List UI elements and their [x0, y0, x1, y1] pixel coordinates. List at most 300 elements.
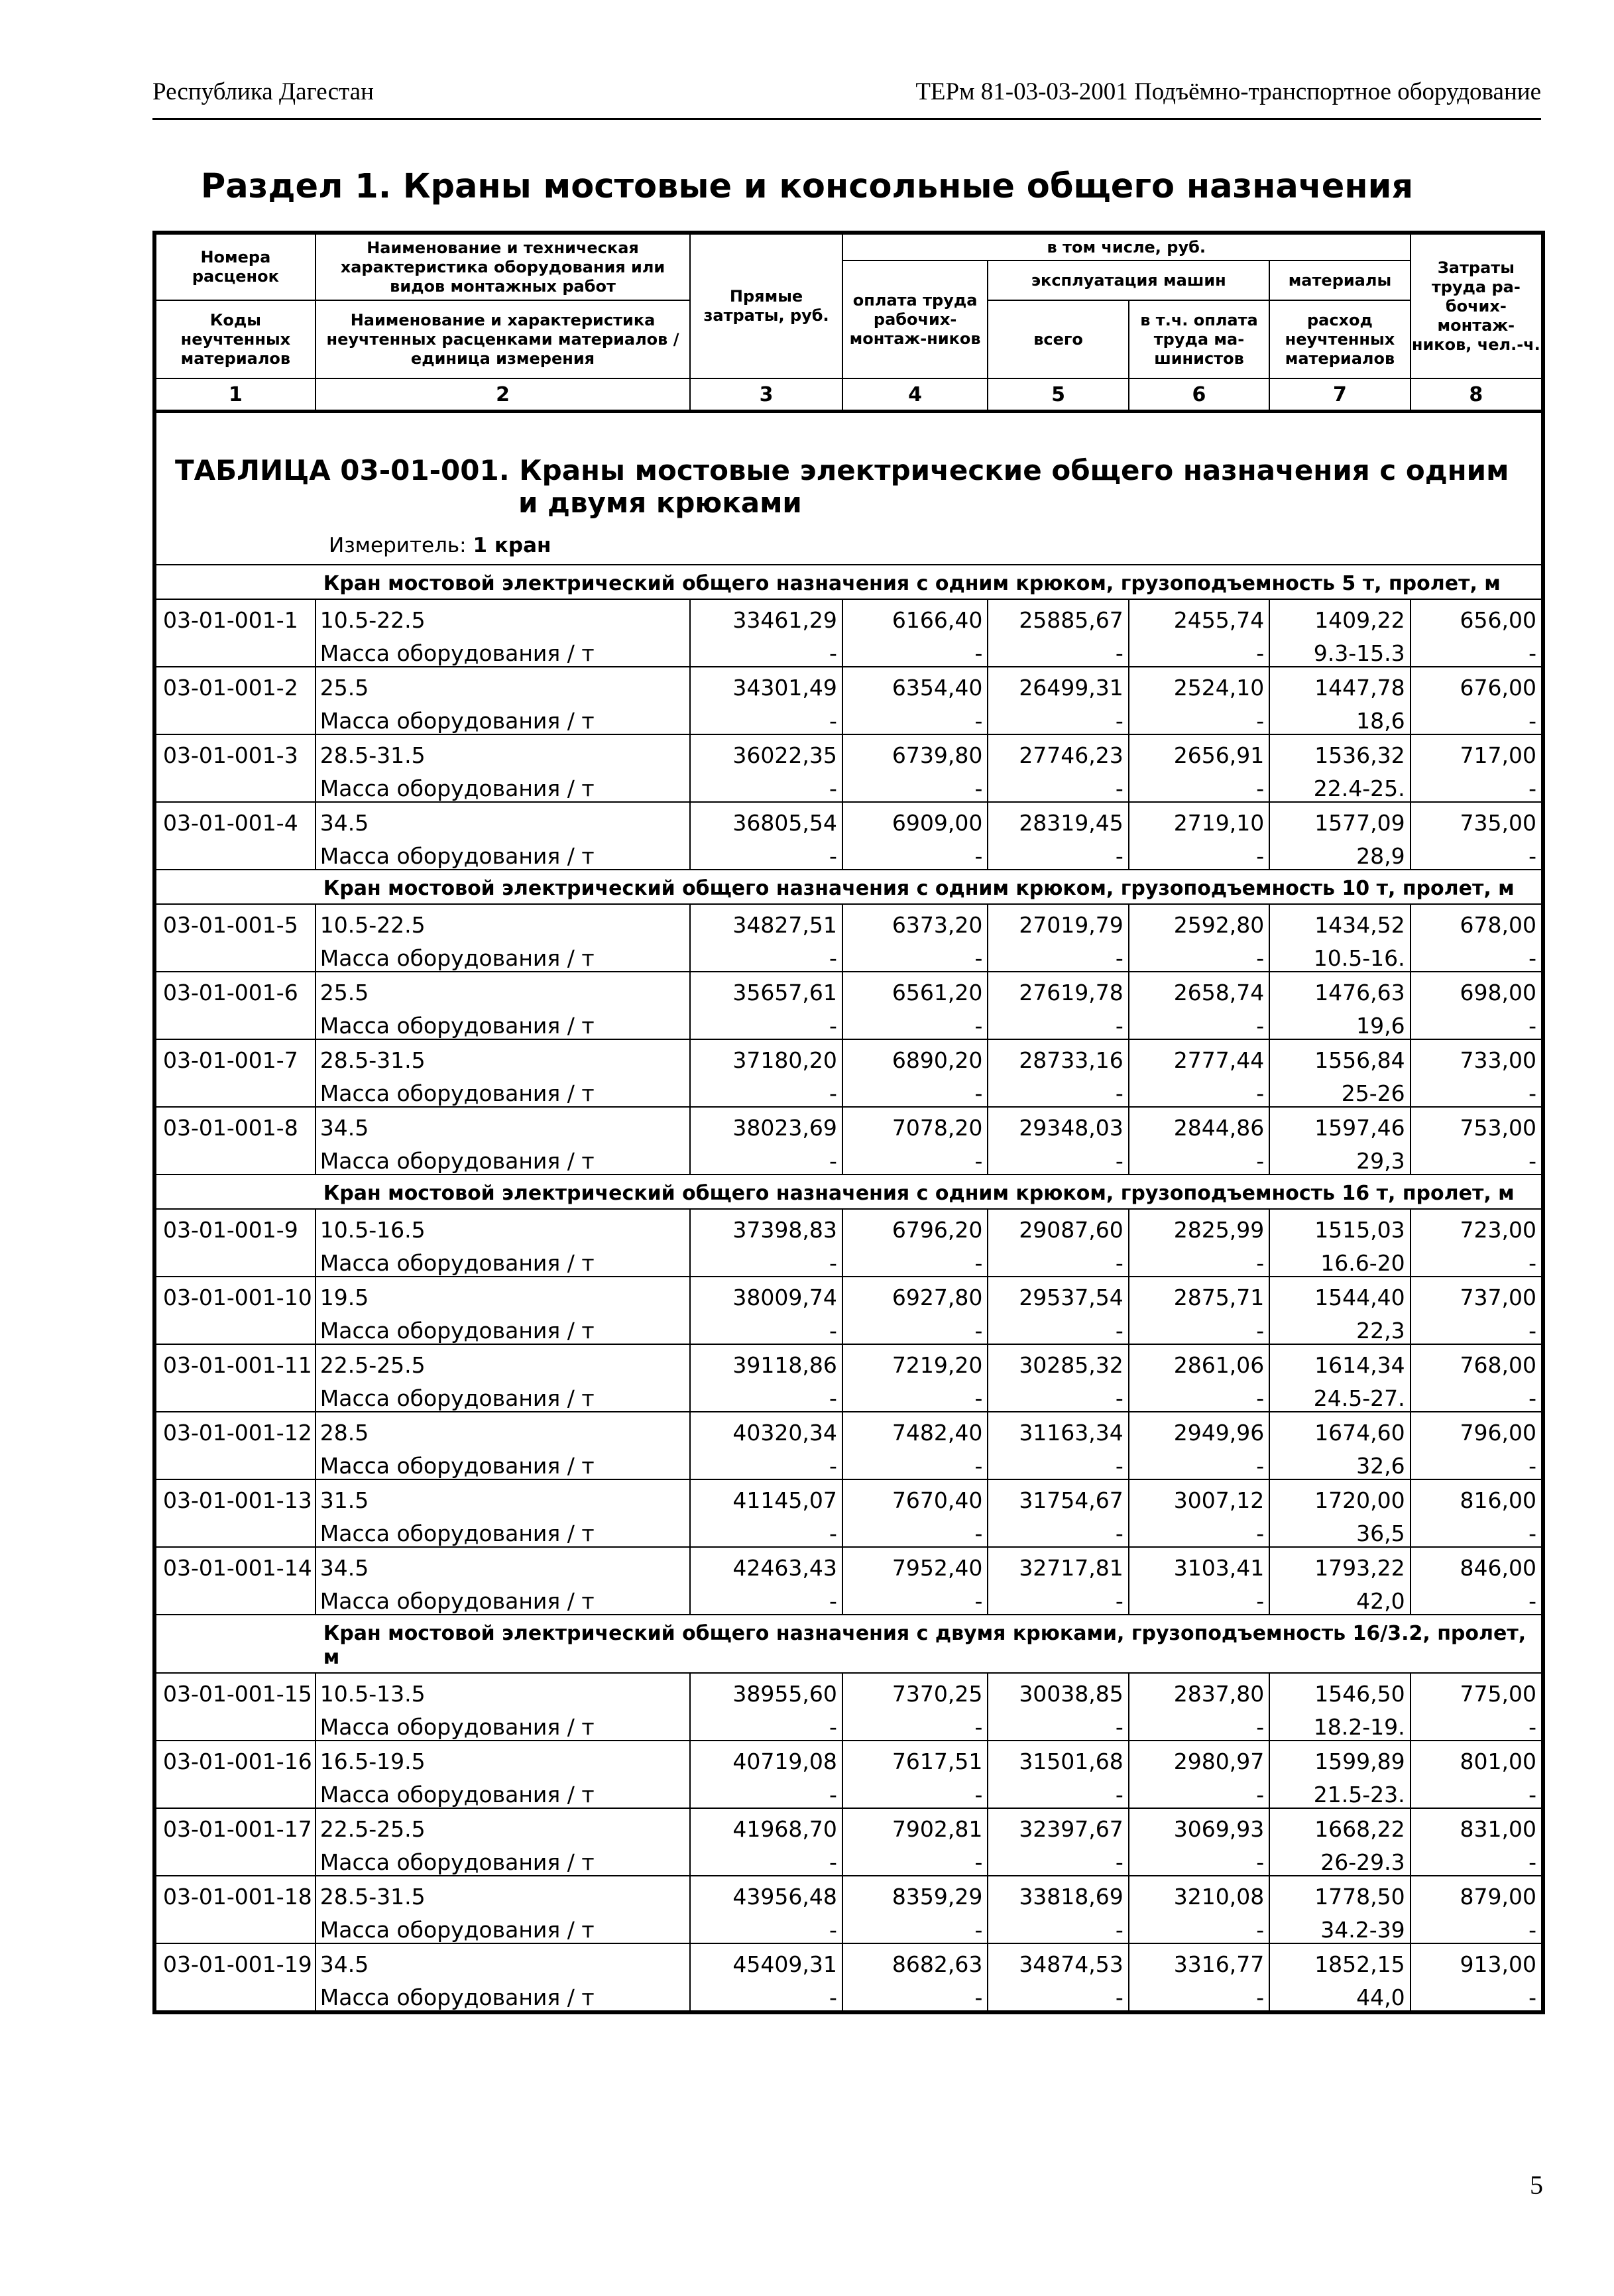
mass-dash: -: [690, 836, 842, 870]
rate-material-cost: 1447,78: [1269, 667, 1410, 701]
mass-code-blank: [154, 1581, 316, 1615]
mass-dash: -: [988, 633, 1128, 667]
mass-label: Масса оборудования / т: [316, 1243, 690, 1277]
group-header-blank: [154, 1615, 316, 1673]
rate-material-cost: 1536,32: [1269, 734, 1410, 768]
rate-labor-cost: 6796,20: [842, 1209, 988, 1243]
rate-code: 03-01-001-14: [154, 1547, 316, 1581]
mass-dash: -: [690, 1842, 842, 1876]
rate-material-cost: 1599,89: [1269, 1741, 1410, 1774]
rate-machine-cost: 29087,60: [988, 1209, 1128, 1243]
rate-machine-cost: 32717,81: [988, 1547, 1128, 1581]
mass-dash: -: [842, 1977, 988, 2012]
mass-row: [154, 1513, 1543, 1547]
rate-span: 28.5: [316, 1412, 690, 1446]
mass-dash: -: [1411, 1378, 1543, 1412]
rate-labor-hours: 846,00: [1411, 1547, 1543, 1581]
mass-row: [154, 1707, 1543, 1741]
mass-dash: -: [690, 1005, 842, 1039]
group-header-blank: [154, 1175, 316, 1209]
mass-dash: -: [1129, 1774, 1269, 1808]
column-number: 8: [1411, 378, 1543, 412]
group-header-row: [154, 870, 1543, 904]
mass-value: 18,6: [1269, 701, 1410, 734]
mass-dash: -: [988, 1513, 1128, 1547]
rate-direct-cost: 39118,86: [690, 1344, 842, 1378]
mass-code-blank: [154, 1310, 316, 1344]
mass-dash: -: [1129, 836, 1269, 870]
column-numbers-row: [154, 378, 1543, 412]
rate-direct-cost: 41968,70: [690, 1808, 842, 1842]
rate-span: 22.5-25.5: [316, 1808, 690, 1842]
rate-labor-cost: 6354,40: [842, 667, 988, 701]
rate-machine-cost: 28319,45: [988, 802, 1128, 836]
rate-span: 10.5-16.5: [316, 1209, 690, 1243]
mass-dash: -: [988, 1774, 1128, 1808]
mass-value: 22.4-25.: [1269, 768, 1410, 802]
rate-machinist-labor-cost: 3069,93: [1129, 1808, 1269, 1842]
rate-machinist-labor-cost: 2656,91: [1129, 734, 1269, 768]
rate-material-cost: 1544,40: [1269, 1277, 1410, 1310]
rate-labor-hours: 753,00: [1411, 1107, 1543, 1141]
mass-row: [154, 633, 1543, 667]
machines-header: эксплуатация машин: [988, 260, 1269, 300]
mass-dash: -: [1129, 701, 1269, 734]
mass-dash: -: [988, 1581, 1128, 1615]
rate-labor-cost: 6890,20: [842, 1039, 988, 1073]
measurement-label: Измеритель:: [329, 534, 467, 557]
rate-code: 03-01-001-16: [154, 1741, 316, 1774]
mass-dash: -: [1129, 1910, 1269, 1943]
mass-dash: -: [1411, 1310, 1543, 1344]
header-document-code: ТЕРм 81-03-03-2001 Подъёмно-транспортное оборудование: [915, 78, 1541, 105]
column-number: 1: [154, 378, 316, 412]
rate-material-cost: 1852,15: [1269, 1943, 1410, 1977]
mass-dash: -: [1411, 1842, 1543, 1876]
rate-labor-hours: 678,00: [1411, 904, 1543, 938]
including-header: в том числе, руб.: [842, 233, 1411, 260]
mass-dash: -: [988, 938, 1128, 972]
rate-code: 03-01-001-1: [154, 599, 316, 633]
rate-code: 03-01-001-12: [154, 1412, 316, 1446]
col2-header-bottom: Наименование и характеристика неучтенных расценками материалов / единица измерения: [316, 300, 690, 378]
rate-machinist-labor-cost: 2524,10: [1129, 667, 1269, 701]
rate-labor-cost: 7952,40: [842, 1547, 988, 1581]
rate-labor-cost: 7482,40: [842, 1412, 988, 1446]
rate-direct-cost: 42463,43: [690, 1547, 842, 1581]
rate-labor-cost: 6561,20: [842, 972, 988, 1005]
mass-row: [154, 1243, 1543, 1277]
mass-dash: -: [690, 1977, 842, 2012]
mass-dash: -: [842, 701, 988, 734]
col2-header-top: Наименование и техническая характеристика оборудования или видов монтажных работ: [316, 233, 690, 300]
rate-direct-cost: 37180,20: [690, 1039, 842, 1073]
mass-dash: -: [842, 1910, 988, 1943]
rate-machinist-labor-cost: 2875,71: [1129, 1277, 1269, 1310]
mass-dash: -: [1129, 1378, 1269, 1412]
rate-material-cost: 1577,09: [1269, 802, 1410, 836]
mass-dash: -: [1129, 1513, 1269, 1547]
mass-dash: -: [1129, 1977, 1269, 2012]
mass-dash: -: [842, 1243, 988, 1277]
mass-dash: -: [988, 1243, 1128, 1277]
col3-header: Прямые затраты, руб.: [690, 233, 842, 378]
rate-machine-cost: 27619,78: [988, 972, 1128, 1005]
mass-row: [154, 1910, 1543, 1943]
group-header-row: [154, 1175, 1543, 1209]
materials-header: материалы: [1269, 260, 1410, 300]
rate-labor-hours: 676,00: [1411, 667, 1543, 701]
rate-row: [154, 1039, 1543, 1073]
col5-header: всего: [988, 300, 1128, 378]
mass-dash: -: [690, 1581, 842, 1615]
mass-dash: -: [1411, 1446, 1543, 1479]
rate-material-cost: 1793,22: [1269, 1547, 1410, 1581]
rate-labor-cost: 7902,81: [842, 1808, 988, 1842]
rate-machine-cost: 25885,67: [988, 599, 1128, 633]
column-number: 4: [842, 378, 988, 412]
measurement-value: 1 кран: [473, 534, 551, 557]
mass-dash: -: [988, 1005, 1128, 1039]
mass-dash: -: [690, 1073, 842, 1107]
mass-label: Масса оборудования / т: [316, 1513, 690, 1547]
mass-dash: -: [842, 938, 988, 972]
rate-row: [154, 734, 1543, 768]
rate-direct-cost: 33461,29: [690, 599, 842, 633]
mass-value: 44,0: [1269, 1977, 1410, 2012]
mass-code-blank: [154, 1446, 316, 1479]
group-header-row: [154, 565, 1543, 599]
group-header-row: [154, 1615, 1543, 1673]
mass-dash: -: [690, 1513, 842, 1547]
rate-direct-cost: 40320,34: [690, 1412, 842, 1446]
group-header-blank: [154, 870, 316, 904]
rate-code: 03-01-001-11: [154, 1344, 316, 1378]
column-number: 6: [1129, 378, 1269, 412]
rate-direct-cost: 38023,69: [690, 1107, 842, 1141]
mass-dash: -: [1411, 633, 1543, 667]
mass-row: [154, 1774, 1543, 1808]
rate-labor-hours: 775,00: [1411, 1673, 1543, 1707]
rate-direct-cost: 40719,08: [690, 1741, 842, 1774]
rate-machine-cost: 27746,23: [988, 734, 1128, 768]
mass-dash: -: [1411, 1707, 1543, 1741]
mass-dash: -: [842, 1581, 988, 1615]
col1-header-top: Номера расценок: [154, 233, 316, 300]
column-number: 5: [988, 378, 1128, 412]
rate-code: 03-01-001-4: [154, 802, 316, 836]
mass-code-blank: [154, 1243, 316, 1277]
mass-label: Масса оборудования / т: [316, 701, 690, 734]
group-header-blank: [154, 565, 316, 599]
mass-code-blank: [154, 938, 316, 972]
mass-dash: -: [1411, 1910, 1543, 1943]
rate-row: [154, 1876, 1543, 1910]
rate-labor-hours: 698,00: [1411, 972, 1543, 1005]
mass-row: [154, 1842, 1543, 1876]
mass-row: [154, 1005, 1543, 1039]
mass-dash: -: [842, 1005, 988, 1039]
mass-dash: -: [988, 1310, 1128, 1344]
mass-dash: -: [1411, 1073, 1543, 1107]
rate-span: 10.5-13.5: [316, 1673, 690, 1707]
group-title: Кран мостовой электрический общего назначения с одним крюком, грузоподъемность 16 т, пролет, м: [316, 1175, 1543, 1209]
mass-row: [154, 1446, 1543, 1479]
mass-dash: -: [1129, 1310, 1269, 1344]
mass-value: 24.5-27.: [1269, 1378, 1410, 1412]
rate-row: [154, 1412, 1543, 1446]
mass-row: [154, 1581, 1543, 1615]
rate-span: 16.5-19.5: [316, 1741, 690, 1774]
mass-dash: -: [1411, 1141, 1543, 1175]
mass-label: Масса оборудования / т: [316, 1910, 690, 1943]
mass-value: 16.6-20: [1269, 1243, 1410, 1277]
rate-labor-cost: 7670,40: [842, 1479, 988, 1513]
rate-code: 03-01-001-7: [154, 1039, 316, 1073]
mass-value: 18.2-19.: [1269, 1707, 1410, 1741]
rate-span: 28.5-31.5: [316, 1039, 690, 1073]
mass-label: Масса оборудования / т: [316, 1378, 690, 1412]
mass-dash: -: [988, 1141, 1128, 1175]
rate-material-cost: 1597,46: [1269, 1107, 1410, 1141]
rate-code: 03-01-001-18: [154, 1876, 316, 1910]
rate-code: 03-01-001-6: [154, 972, 316, 1005]
rate-span: 22.5-25.5: [316, 1344, 690, 1378]
rate-machinist-labor-cost: 3103,41: [1129, 1547, 1269, 1581]
rate-machinist-labor-cost: 2980,97: [1129, 1741, 1269, 1774]
rate-span: 10.5-22.5: [316, 904, 690, 938]
mass-dash: -: [988, 1073, 1128, 1107]
rate-direct-cost: 35657,61: [690, 972, 842, 1005]
rate-material-cost: 1614,34: [1269, 1344, 1410, 1378]
group-title: Кран мостовой электрический общего назначения с одним крюком, грузоподъемность 5 т, пролет, м: [316, 565, 1543, 599]
group-title: Кран мостовой электрический общего назначения с двумя крюками, грузоподъемность 16/3.2, пролет, м: [316, 1615, 1543, 1673]
rate-machine-cost: 31501,68: [988, 1741, 1128, 1774]
rate-code: 03-01-001-17: [154, 1808, 316, 1842]
rate-span: 34.5: [316, 1547, 690, 1581]
mass-value: 9.3-15.3: [1269, 633, 1410, 667]
rate-span: 34.5: [316, 802, 690, 836]
rate-machinist-labor-cost: 2825,99: [1129, 1209, 1269, 1243]
mass-dash: -: [1129, 1842, 1269, 1876]
rate-row: [154, 1479, 1543, 1513]
mass-dash: -: [1129, 1446, 1269, 1479]
rate-code: 03-01-001-8: [154, 1107, 316, 1141]
mass-dash: -: [1129, 1073, 1269, 1107]
mass-dash: -: [1129, 1243, 1269, 1277]
mass-dash: -: [988, 1707, 1128, 1741]
rate-row: [154, 1808, 1543, 1842]
rate-span: 10.5-22.5: [316, 599, 690, 633]
rate-labor-hours: 717,00: [1411, 734, 1543, 768]
rate-material-cost: 1476,63: [1269, 972, 1410, 1005]
mass-dash: -: [842, 1707, 988, 1741]
mass-code-blank: [154, 1977, 316, 2012]
rate-material-cost: 1515,03: [1269, 1209, 1410, 1243]
col1-header-bottom: Коды неучтенных материалов: [154, 300, 316, 378]
mass-value: 32,6: [1269, 1446, 1410, 1479]
mass-row: [154, 836, 1543, 870]
mass-code-blank: [154, 1141, 316, 1175]
mass-dash: -: [842, 768, 988, 802]
rate-machine-cost: 31163,34: [988, 1412, 1128, 1446]
rate-direct-cost: 37398,83: [690, 1209, 842, 1243]
mass-row: [154, 1378, 1543, 1412]
mass-dash: -: [842, 1446, 988, 1479]
mass-label: Масса оборудования / т: [316, 633, 690, 667]
rate-labor-hours: 768,00: [1411, 1344, 1543, 1378]
col6-header: в т.ч. оплата труда ма-шинистов: [1129, 300, 1269, 378]
mass-label: Масса оборудования / т: [316, 1977, 690, 2012]
mass-code-blank: [154, 836, 316, 870]
mass-dash: -: [842, 1842, 988, 1876]
mass-row: [154, 1977, 1543, 2012]
rate-labor-cost: 6739,80: [842, 734, 988, 768]
rate-direct-cost: 34301,49: [690, 667, 842, 701]
running-header: [152, 70, 1541, 109]
rate-machine-cost: 26499,31: [988, 667, 1128, 701]
rate-code: 03-01-001-15: [154, 1673, 316, 1707]
rate-machinist-labor-cost: 2719,10: [1129, 802, 1269, 836]
rate-row: [154, 1943, 1543, 1977]
mass-label: Масса оборудования / т: [316, 938, 690, 972]
mass-label: Масса оборудования / т: [316, 1707, 690, 1741]
rate-labor-hours: 735,00: [1411, 802, 1543, 836]
rate-labor-hours: 879,00: [1411, 1876, 1543, 1910]
rate-direct-cost: 38955,60: [690, 1673, 842, 1707]
price-table: [152, 231, 1545, 2014]
rate-labor-cost: 6373,20: [842, 904, 988, 938]
rate-material-cost: 1668,22: [1269, 1808, 1410, 1842]
rate-labor-hours: 737,00: [1411, 1277, 1543, 1310]
rate-machine-cost: 29537,54: [988, 1277, 1128, 1310]
mass-dash: -: [988, 1446, 1128, 1479]
rate-code: 03-01-001-5: [154, 904, 316, 938]
mass-label: Масса оборудования / т: [316, 1005, 690, 1039]
rate-machine-cost: 33818,69: [988, 1876, 1128, 1910]
rate-direct-cost: 43956,48: [690, 1876, 842, 1910]
rate-labor-cost: 7370,25: [842, 1673, 988, 1707]
mass-dash: -: [1411, 938, 1543, 972]
mass-row: [154, 1141, 1543, 1175]
mass-dash: -: [1129, 1581, 1269, 1615]
mass-code-blank: [154, 1378, 316, 1412]
mass-dash: -: [1411, 1774, 1543, 1808]
mass-row: [154, 1073, 1543, 1107]
rate-machinist-labor-cost: 3210,08: [1129, 1876, 1269, 1910]
mass-dash: -: [1129, 768, 1269, 802]
rate-machine-cost: 34874,53: [988, 1943, 1128, 1977]
mass-dash: -: [842, 1141, 988, 1175]
mass-dash: -: [690, 768, 842, 802]
mass-dash: -: [690, 1446, 842, 1479]
mass-dash: -: [842, 1774, 988, 1808]
rate-span: 31.5: [316, 1479, 690, 1513]
mass-label: Масса оборудования / т: [316, 1073, 690, 1107]
mass-value: 10.5-16.: [1269, 938, 1410, 972]
mass-dash: -: [690, 938, 842, 972]
rate-material-cost: 1720,00: [1269, 1479, 1410, 1513]
mass-dash: -: [988, 768, 1128, 802]
rate-machine-cost: 29348,03: [988, 1107, 1128, 1141]
mass-value: 29,3: [1269, 1141, 1410, 1175]
col7-header: расход неучтенных материалов: [1269, 300, 1410, 378]
mass-dash: -: [1129, 1141, 1269, 1175]
mass-value: 28,9: [1269, 836, 1410, 870]
rate-machinist-labor-cost: 2658,74: [1129, 972, 1269, 1005]
rate-labor-cost: 7617,51: [842, 1741, 988, 1774]
mass-dash: -: [1129, 938, 1269, 972]
mass-dash: -: [690, 701, 842, 734]
rate-direct-cost: 34827,51: [690, 904, 842, 938]
rate-row: [154, 1107, 1543, 1141]
mass-code-blank: [154, 1910, 316, 1943]
mass-dash: -: [690, 1141, 842, 1175]
rate-labor-hours: 656,00: [1411, 599, 1543, 633]
rate-span: 25.5: [316, 972, 690, 1005]
rate-code: 03-01-001-2: [154, 667, 316, 701]
rate-labor-hours: 796,00: [1411, 1412, 1543, 1446]
mass-dash: -: [1129, 1005, 1269, 1039]
mass-code-blank: [154, 1774, 316, 1808]
mass-dash: -: [988, 1842, 1128, 1876]
mass-dash: -: [690, 1378, 842, 1412]
mass-dash: -: [1411, 1005, 1543, 1039]
rate-material-cost: 1546,50: [1269, 1673, 1410, 1707]
mass-row: [154, 768, 1543, 802]
rate-row: [154, 1209, 1543, 1243]
mass-dash: -: [1411, 1581, 1543, 1615]
mass-value: 36,5: [1269, 1513, 1410, 1547]
mass-dash: -: [1129, 1707, 1269, 1741]
rate-code: 03-01-001-3: [154, 734, 316, 768]
mass-dash: -: [842, 836, 988, 870]
mass-dash: -: [690, 1910, 842, 1943]
rate-row: [154, 1547, 1543, 1581]
rate-machinist-labor-cost: 2455,74: [1129, 599, 1269, 633]
mass-code-blank: [154, 768, 316, 802]
rate-machine-cost: 28733,16: [988, 1039, 1128, 1073]
mass-dash: -: [988, 1378, 1128, 1412]
rate-direct-cost: 45409,31: [690, 1943, 842, 1977]
measurement-unit: [175, 519, 1541, 564]
mass-dash: -: [842, 633, 988, 667]
mass-value: 42,0: [1269, 1581, 1410, 1615]
rate-labor-cost: 7078,20: [842, 1107, 988, 1141]
rate-span: 28.5-31.5: [316, 734, 690, 768]
mass-dash: -: [690, 1774, 842, 1808]
rate-labor-hours: 733,00: [1411, 1039, 1543, 1073]
rate-span: 34.5: [316, 1107, 690, 1141]
rate-row: [154, 802, 1543, 836]
column-number: 2: [316, 378, 690, 412]
rate-labor-cost: 8359,29: [842, 1876, 988, 1910]
rate-machine-cost: 32397,67: [988, 1808, 1128, 1842]
rate-span: 19.5: [316, 1277, 690, 1310]
col8-header: Затраты труда ра-бочих-монтаж-ников, чел.-ч.: [1411, 233, 1543, 378]
mass-dash: -: [842, 1310, 988, 1344]
header-region: Республика Дагестан: [152, 78, 374, 105]
mass-dash: -: [988, 1977, 1128, 2012]
mass-dash: -: [1411, 1243, 1543, 1277]
table-title: [154, 412, 1543, 565]
mass-dash: -: [842, 1073, 988, 1107]
rate-machine-cost: 31754,67: [988, 1479, 1128, 1513]
rate-row: [154, 599, 1543, 633]
mass-code-blank: [154, 701, 316, 734]
column-number: 3: [690, 378, 842, 412]
rate-labor-cost: 6927,80: [842, 1277, 988, 1310]
